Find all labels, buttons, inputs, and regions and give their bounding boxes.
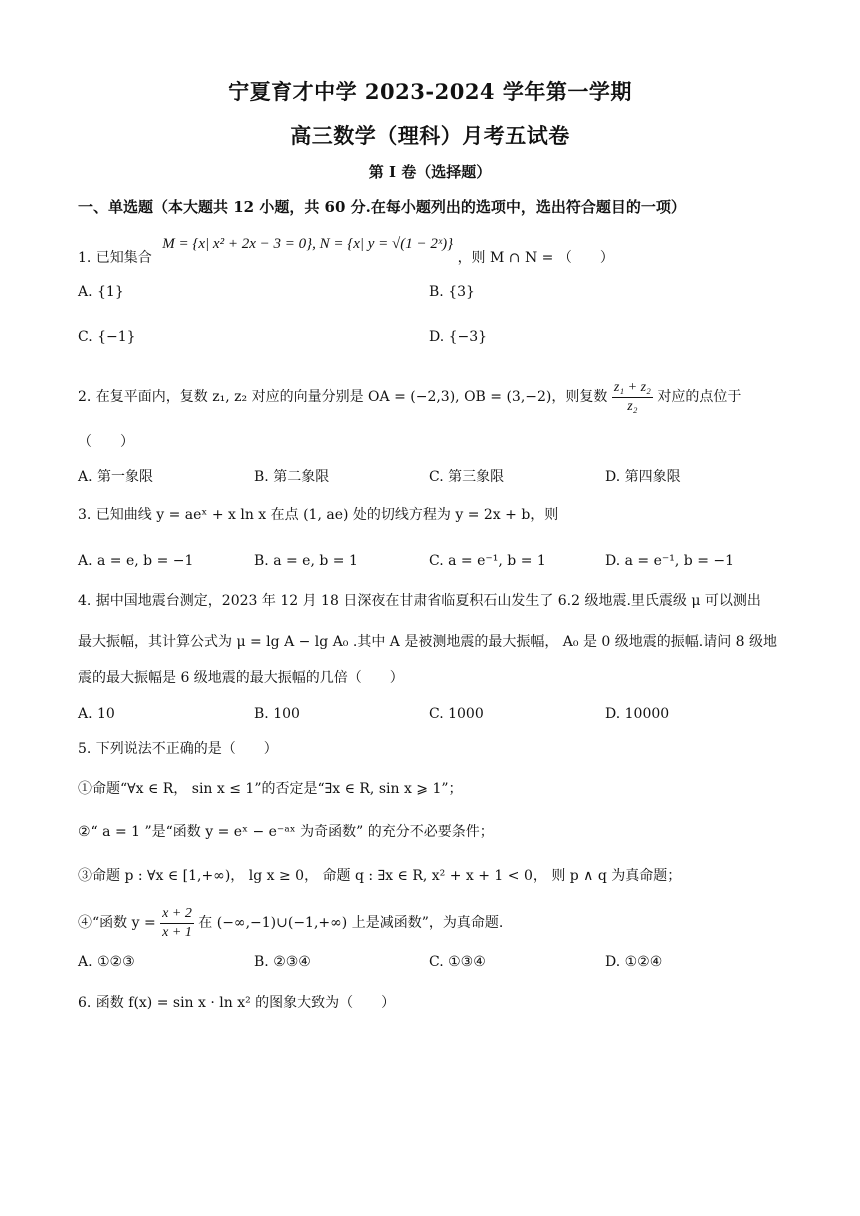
- exam-subtitle: 高三数学（理科）月考五试卷: [290, 123, 570, 148]
- q4-option-a: A. 10: [78, 706, 115, 722]
- q5-statement-1: ①命题“∀x ∈ R， sin x ≤ 1”的否定是“∃x ∈ R, sin x ⩾ 1”；: [78, 781, 463, 797]
- q4-option-c: C. 1000: [429, 706, 484, 722]
- q3-option-a: A. a = e, b = −1: [78, 553, 194, 569]
- q2-option-b: B. 第二象限: [254, 469, 330, 485]
- q5-option-a: A. ①②③: [78, 954, 135, 970]
- q1-stem-tail: ，则 M ∩ N = （ ）: [457, 250, 614, 266]
- q2-option-a: A. 第一象限: [78, 469, 154, 485]
- q4-option-d: D. 10000: [605, 706, 670, 722]
- q2-stem: [78, 375, 741, 419]
- q1-stem: [78, 236, 614, 268]
- q2-stem-tail: 对应的点位于: [657, 389, 742, 405]
- q6-stem: 6. 函数 f(x) = sin x · ln x² 的图象大致为（ ）: [78, 995, 396, 1011]
- exam-title: 宁夏育才中学 2023-2024 学年第一学期: [228, 79, 632, 104]
- q1-option-d: D. {−3}: [429, 329, 488, 345]
- q3-option-b: B. a = e, b = 1: [254, 553, 358, 569]
- q2-fraction-denominator: z₂: [627, 398, 638, 414]
- q5-fraction-numerator: x + 2: [160, 905, 194, 924]
- q5-option-c: C. ①③④: [429, 954, 486, 970]
- q5-stem: 5. 下列说法不正确的是（ ）: [78, 741, 278, 757]
- volume-label: 第 I 卷（选择题）: [368, 163, 492, 181]
- q2-stem-paren: （ ）: [78, 434, 134, 450]
- q5-statement-4: [78, 901, 503, 945]
- q3-option-d: D. a = e⁻¹, b = −1: [605, 553, 735, 569]
- q2-stem-lead: 2. 在复平面内，复数 z₁, z₂ 对应的向量分别是 OA = (−2,3), OB = (3,−2)，则复数: [78, 389, 608, 405]
- q5-statement-4-tail: 在 (−∞,−1)∪(−1,+∞) 上是减函数”，为真命题.: [198, 915, 504, 931]
- q1-option-c: C. {−1}: [78, 329, 136, 345]
- q3-stem: 3. 已知曲线 y = aeˣ + x ln x 在点 (1, ae) 处的切线方程为 y = 2x + b，则: [78, 507, 559, 523]
- q4-line-3: 震的最大振幅是 6 级地震的最大振幅的几倍（ ）: [78, 670, 404, 686]
- q4-option-b: B. 100: [254, 706, 300, 722]
- q4-line-1: 4. 据中国地震台测定，2023 年 12 月 18 日深夜在甘肃省临夏积石山发生了 6.2 级地震.里氏震级 μ 可以测出: [78, 593, 761, 609]
- q2-option-d: D. 第四象限: [605, 469, 681, 485]
- q1-set-expression: M = {x| x² + 2x − 3 = 0}, N = {x| y = √(1 − 2ˣ)}: [162, 236, 454, 252]
- q5-fraction: [160, 905, 194, 942]
- q1-stem-lead: 1. 已知集合: [78, 250, 152, 266]
- q1-option-b: B. {3}: [429, 284, 475, 300]
- q1-option-a: A. {1}: [78, 284, 124, 300]
- q5-fraction-denominator: x + 1: [162, 924, 192, 940]
- q5-statement-4-lead: ④“函数 y =: [78, 915, 156, 931]
- q2-fraction-numerator: z₁ + z₂: [612, 379, 653, 398]
- q5-option-d: D. ①②④: [605, 954, 663, 970]
- q3-option-c: C. a = e⁻¹, b = 1: [429, 553, 546, 569]
- q2-fraction: [612, 379, 653, 416]
- section-heading: 一、单选题（本大题共 12 小题，共 60 分.在每小题列出的选项中，选出符合题目的一项）: [78, 198, 686, 216]
- q5-option-b: B. ②③④: [254, 954, 311, 970]
- q5-statement-2: ②“ a = 1 ”是“函数 y = eˣ − e⁻ᵃˣ 为奇函数” 的充分不必要条件；: [78, 824, 494, 840]
- q4-line-2: 最大振幅，其计算公式为 μ = lg A − lg A₀ .其中 A 是被测地震的最大振幅， A₀ 是 0 级地震的振幅.请问 8 级地: [78, 634, 778, 650]
- q2-option-c: C. 第三象限: [429, 469, 505, 485]
- q5-statement-3: ③命题 p : ∀x ∈ [1,+∞)， lg x ≥ 0， 命题 q : ∃x ∈ R, x² + x + 1 < 0， 则 p ∧ q 为真命题；: [78, 868, 682, 884]
